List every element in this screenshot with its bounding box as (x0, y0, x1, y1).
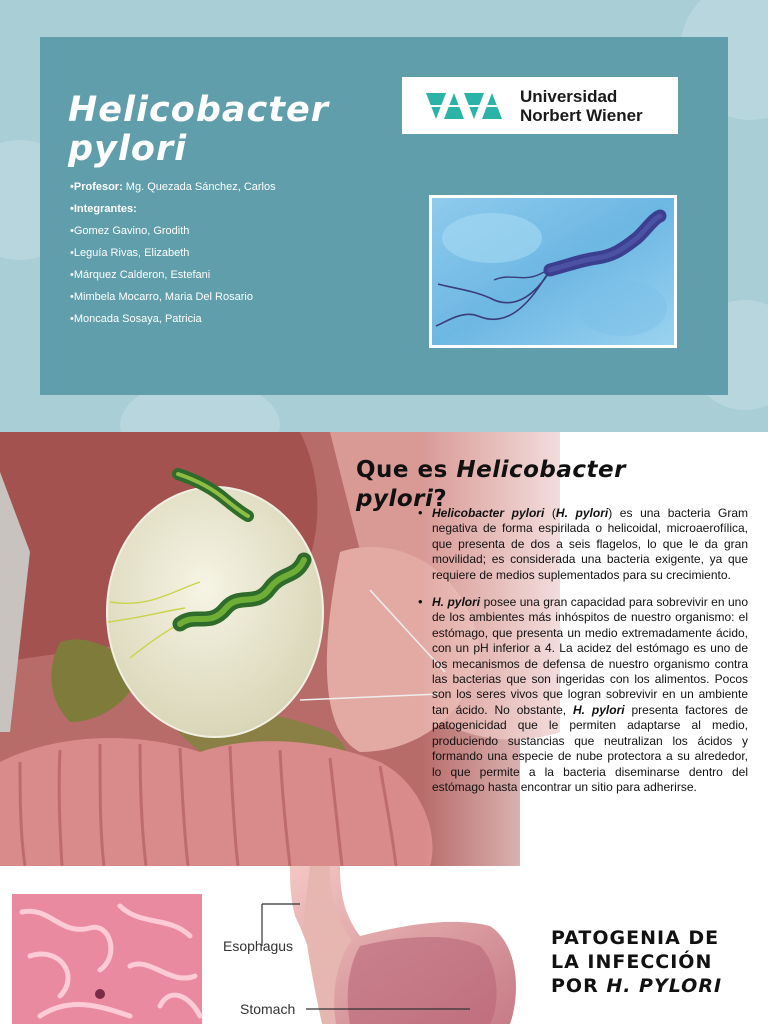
stomach-label: Stomach (240, 1001, 296, 1017)
bullet-definition (432, 506, 748, 583)
bullet-acid-survival (432, 595, 748, 795)
member-item: •Gomez Gavino, Grodith (70, 225, 190, 237)
title-italic: Helicobacter pylori (356, 457, 626, 512)
member-item: •Márquez Calderon, Estefani (70, 269, 211, 281)
credits-list (70, 179, 276, 333)
pathogenesis-slide (0, 866, 768, 1024)
bullet-term: H. pylori (432, 595, 481, 610)
bacteria-micrograph (429, 195, 677, 348)
bacteria-micrograph-image (432, 198, 674, 345)
pathogenesis-heading (551, 926, 751, 998)
member-item: •Mimbela Mocarro, Maria Del Rosario (70, 291, 253, 303)
heading-plain: PATOGENIA DE LA INFECCIÓN POR (551, 927, 720, 997)
presentation-title: Helicobacter pylori (68, 90, 329, 169)
bullet-term: H. pylori (555, 506, 609, 520)
heading-italic: H. PYLORI (606, 975, 723, 997)
definition-slide (0, 432, 768, 866)
university-name (520, 87, 643, 125)
profesor-line (70, 179, 276, 201)
profesor-label: •Profesor: (70, 181, 123, 193)
title-plain: Que es (356, 457, 457, 483)
member-item: •Moncada Sosaya, Patricia (70, 313, 202, 325)
wiener-mark-icon (424, 89, 506, 123)
bullet-text: presenta factores de patogenicidad que le permiten adaptarse al medio, produciendo sustancias que neutralizan los ácidos y formando una especie de nube protectora a su alrededor, lo que permite a la bacteria diseminarse dentro del estómago hasta encontrar un sitio para adherirse. (432, 702, 748, 794)
university-name-line1: Universidad (520, 86, 618, 106)
bullet-term: H. pylori (573, 702, 625, 717)
university-name-line2: Norbert Wiener (520, 105, 643, 125)
bullet-text: posee una gran capacidad para sobrevivir en uno de los ambientes más inhóspitos de nuestro organismo: el estómago, que presenta un medio extremadamente ácido, con un pH inferior a 4. La acidez del estómago es uno de los mecanismos de defensa de nuestro organismo contra las bacterias que son ingeridas con los alimentos. Pocos son los seres vivos que logran sobrevivir en un ambiente tan ácido. No obstante, (432, 595, 748, 717)
profesor-name: Mg. Quezada Sánchez, Carlos (122, 181, 276, 193)
definition-bullets (432, 506, 748, 807)
esophagus-label: Esophagus (223, 938, 294, 954)
bullet-term: Helicobacter pylori (432, 506, 545, 520)
university-logo (402, 77, 678, 134)
integrantes-label: •Integrantes: (70, 203, 137, 215)
bullet-text: ) es una bacteria Gram negativa de forma espirilada o helicoidal, microaerofílica, que presenta de dos a seis flagelos, lo que le da gran movilidad; es considerada una bacteria exigente, ya que requiere de medios suplementados para su crecimiento. (432, 506, 748, 582)
bullet-text: ( (544, 506, 556, 520)
title-panel (40, 37, 728, 395)
title-end: ? (433, 486, 448, 512)
member-item: •Leguía Rivas, Elizabeth (70, 247, 190, 259)
title-slide (0, 0, 768, 432)
